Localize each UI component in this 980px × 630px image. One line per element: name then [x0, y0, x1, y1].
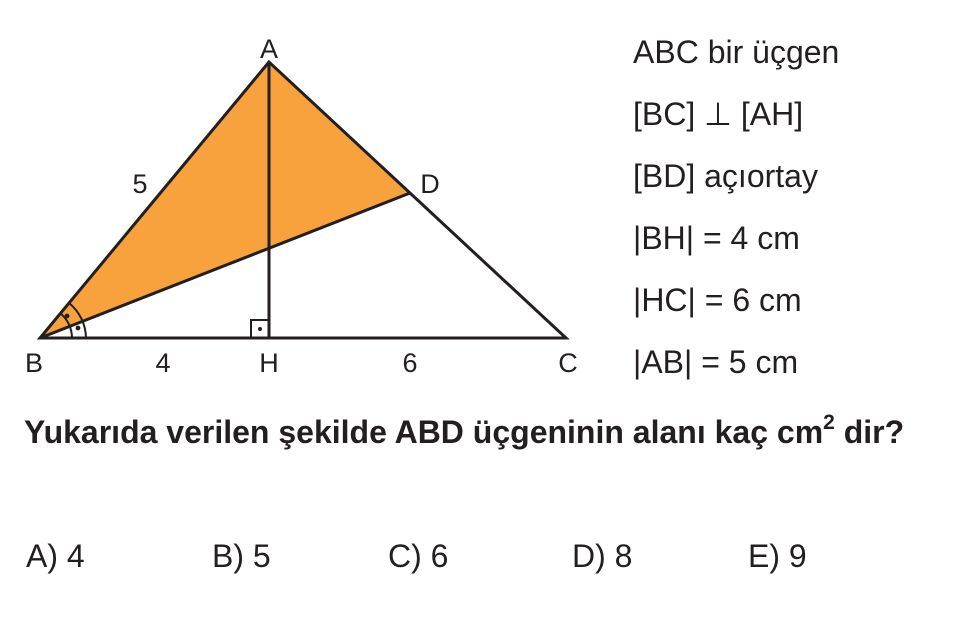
question-end: dir? — [834, 414, 905, 450]
segment-label-bh: 4 — [155, 348, 171, 378]
option-value: 4 — [66, 538, 85, 574]
option-value: 6 — [430, 538, 449, 574]
option-value: 5 — [252, 538, 271, 574]
question-text — [24, 410, 920, 454]
given-line-bisector: [BD] açıortay — [633, 158, 818, 194]
option-value: 8 — [614, 538, 633, 574]
option-letter: B) — [212, 538, 244, 574]
segment-label-hc: 6 — [402, 348, 418, 378]
option-value: 9 — [788, 538, 807, 574]
vertex-label-a: A — [259, 34, 279, 64]
question-main: Yukarıda verilen şekilde ABD üçgeninin alanı kaç cm — [24, 414, 824, 450]
angle-mark-dot-lower — [76, 326, 81, 331]
given-line-bh: |BH| = 4 cm — [633, 220, 800, 256]
triangle-figure — [0, 0, 620, 390]
vertex-label-b: B — [24, 348, 44, 378]
option-letter: A) — [26, 538, 58, 574]
given-line-perpendicular: [BC] ⊥ [AH] — [633, 96, 804, 132]
option-c[interactable] — [388, 540, 448, 572]
vertex-label-h: H — [259, 348, 279, 378]
given-line-triangle: ABC bir üçgen — [633, 34, 840, 70]
segment-label-ab: 5 — [132, 169, 148, 199]
option-d[interactable] — [572, 540, 632, 572]
right-angle-dot — [258, 327, 262, 331]
vertex-label-d: D — [420, 169, 440, 199]
given-line-ab: |AB| = 5 cm — [633, 344, 799, 380]
shaded-triangle-abd — [40, 62, 410, 338]
option-letter: D) — [572, 538, 606, 574]
question-superscript: 2 — [823, 411, 835, 434]
option-letter: C) — [388, 538, 422, 574]
option-letter: E) — [748, 538, 780, 574]
angle-mark-dot-upper — [65, 314, 70, 319]
option-a[interactable] — [26, 540, 85, 572]
option-e[interactable] — [748, 540, 807, 572]
option-b[interactable] — [212, 540, 271, 572]
vertex-label-c: C — [558, 348, 578, 378]
given-line-hc: |HC| = 6 cm — [633, 282, 802, 318]
